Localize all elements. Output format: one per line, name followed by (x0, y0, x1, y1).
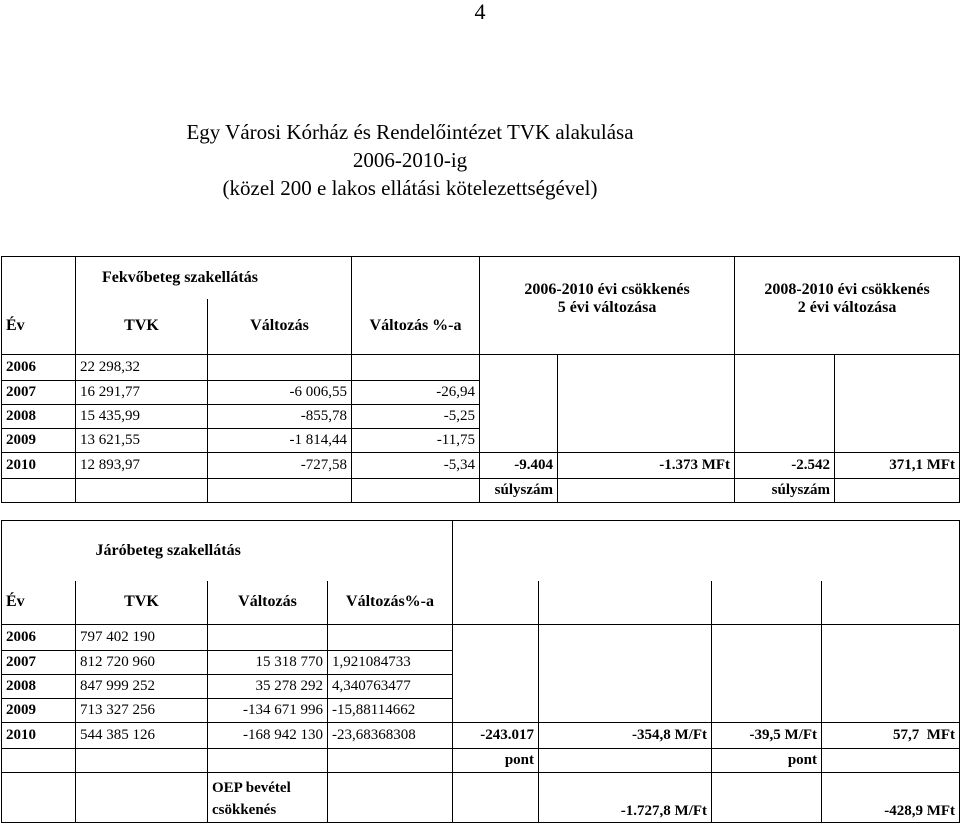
two-year-header-line1: 2008-2010 évi csökkenés (764, 280, 930, 298)
oep-revenue-label (208, 773, 328, 823)
row-tvk: 12 893,97 (76, 453, 208, 479)
row-year: 2006 (2, 625, 76, 651)
row-change: -855,78 (208, 405, 352, 429)
title-line-1: Egy Városi Kórház és Rendelőintézet TVK alakulása (186, 120, 634, 144)
outpatient-header-change-pct: Változás%-a (328, 581, 453, 625)
row-tvk: 16 291,77 (76, 381, 208, 405)
row-pct: -15,88114662 (328, 699, 453, 723)
table-row (2, 429, 960, 453)
inpatient-five-year-mft: -1.373 MFt (558, 453, 735, 479)
row-tvk: 847 999 252 (76, 675, 208, 699)
row-tvk: 544 385 126 (76, 723, 208, 749)
row-pct: -26,94 (352, 381, 480, 405)
row-year: 2010 (2, 453, 76, 479)
row-year: 2008 (2, 675, 76, 699)
outpatient-table (1, 520, 960, 823)
outpatient-section-label: Járóbeteg szakellátás (76, 521, 453, 581)
row-tvk: 22 298,32 (76, 355, 208, 381)
oep-label-line2: csökkenés (212, 801, 277, 818)
inpatient-five-year-points: -9.404 (480, 453, 558, 479)
inpatient-header-five-year (480, 281, 735, 337)
inpatient-header-change: Változás (208, 299, 352, 355)
table-row (2, 405, 960, 429)
table-row (2, 381, 960, 405)
row-pct: 1,921084733 (328, 651, 453, 675)
outpatient-header-tvk: TVK (76, 581, 208, 625)
row-change (208, 625, 328, 651)
inpatient-two-year-points: -2.542 (735, 453, 835, 479)
outpatient-header-change: Változás (208, 581, 328, 625)
row-change: -1 814,44 (208, 429, 352, 453)
row-tvk: 13 621,55 (76, 429, 208, 453)
outpatient-unit-left: pont (453, 749, 539, 773)
row-pct: -5,34 (352, 453, 480, 479)
document-title (0, 118, 820, 202)
row-year: 2007 (2, 651, 76, 675)
row-tvk: 797 402 190 (76, 625, 208, 651)
row-pct: -23,68368308 (328, 723, 453, 749)
inpatient-header-year: Év (2, 299, 76, 355)
row-year: 2007 (2, 381, 76, 405)
table-row (2, 699, 960, 723)
row-pct: 4,340763477 (328, 675, 453, 699)
five-year-header-line1: 2006-2010 évi csökkenés (524, 280, 690, 298)
row-change: 15 318 770 (208, 651, 328, 675)
oep-two-year-value: -428,9 MFt (822, 773, 960, 823)
inpatient-unit-left: súlyszám (480, 479, 558, 503)
row-tvk: 812 720 960 (76, 651, 208, 675)
inpatient-table (1, 256, 960, 503)
inpatient-header-two-year (735, 281, 960, 337)
row-year: 2006 (2, 355, 76, 381)
row-change (208, 355, 352, 381)
row-pct: -5,25 (352, 405, 480, 429)
row-tvk: 713 327 256 (76, 699, 208, 723)
table-row (2, 723, 960, 749)
outpatient-unit-right: pont (712, 749, 822, 773)
outpatient-header-year: Év (2, 581, 76, 625)
row-change: 35 278 292 (208, 675, 328, 699)
row-change: -727,58 (208, 453, 352, 479)
oep-label-line1: OEP bevétel (212, 779, 291, 796)
two-year-header-line2: 2 évi változása (797, 298, 897, 316)
inpatient-header-change-pct: Változás %-a (352, 299, 480, 355)
outpatient-five-year-mft: -354,8 M/Ft (539, 723, 712, 749)
title-line-3: (közel 200 e lakos ellátási kötelezettségével) (222, 176, 598, 200)
inpatient-header-tvk: TVK (76, 299, 208, 355)
row-pct (352, 355, 480, 381)
outpatient-two-year-mft: 57,7 MFt (822, 723, 960, 749)
title-line-2: 2006-2010-ig (352, 148, 468, 172)
row-year: 2009 (2, 429, 76, 453)
row-tvk: 15 435,99 (76, 405, 208, 429)
table-row (2, 453, 960, 479)
page-number: 4 (474, 0, 486, 24)
row-change: -134 671 996 (208, 699, 328, 723)
table-row (2, 355, 960, 381)
row-pct (328, 625, 453, 651)
row-change: -168 942 130 (208, 723, 328, 749)
inpatient-unit-right: súlyszám (735, 479, 835, 503)
inpatient-section-label: Fekvőbeteg szakellátás (76, 257, 352, 299)
outpatient-two-year-points: -39,5 M/Ft (712, 723, 822, 749)
row-year: 2009 (2, 699, 76, 723)
oep-five-year-value: -1.727,8 M/Ft (539, 773, 712, 823)
row-change: -6 006,55 (208, 381, 352, 405)
table-row (2, 651, 960, 675)
row-pct: -11,75 (352, 429, 480, 453)
five-year-header-line2: 5 évi változása (557, 298, 657, 316)
outpatient-five-year-points: -243.017 (453, 723, 539, 749)
inpatient-two-year-mft: 371,1 MFt (835, 453, 960, 479)
table-row (2, 675, 960, 699)
row-year: 2010 (2, 723, 76, 749)
table-row (2, 625, 960, 651)
row-year: 2008 (2, 405, 76, 429)
